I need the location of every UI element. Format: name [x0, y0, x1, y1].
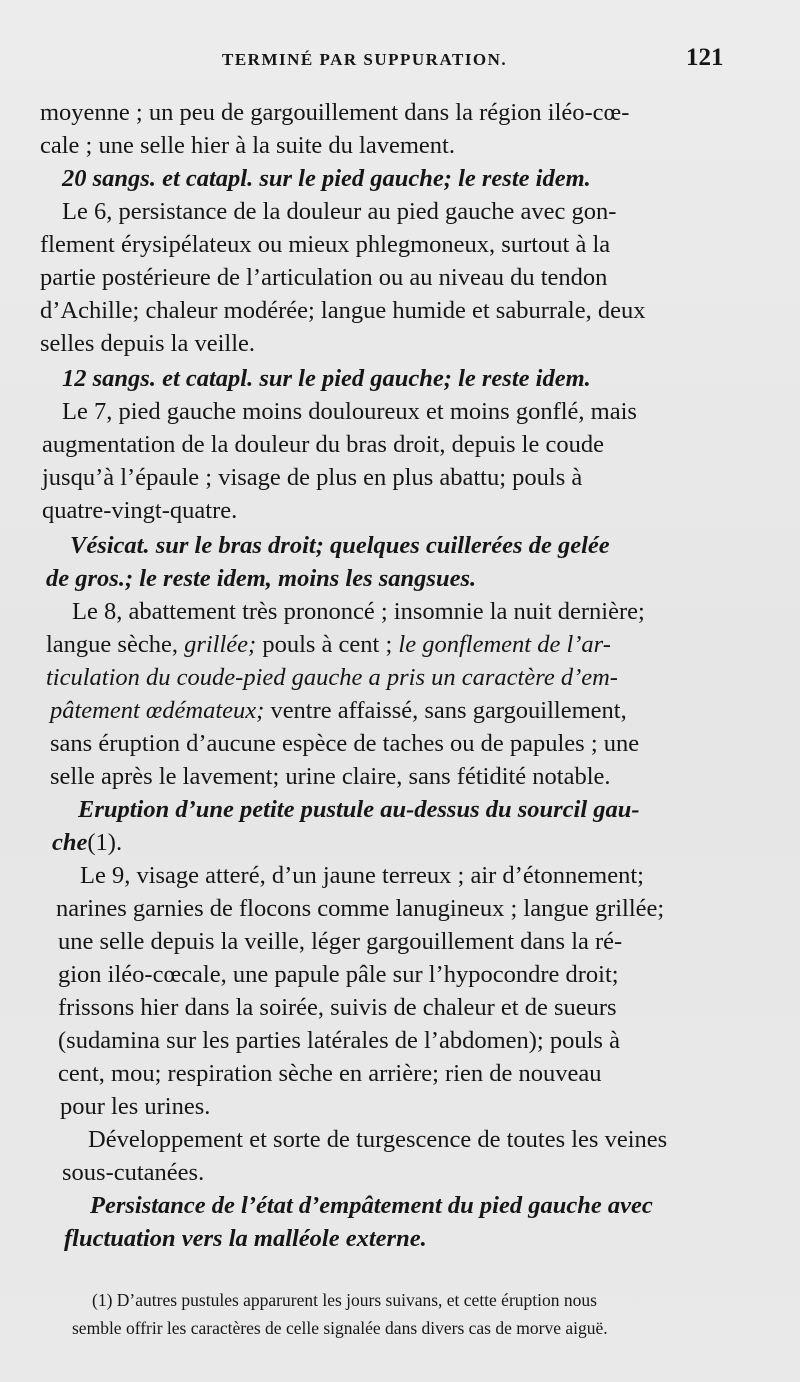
running-title: TERMINÉ PAR SUPPURATION.: [222, 50, 508, 69]
observation-line: Eruption d’une petite pustule au-dessus du sourcil gau-: [78, 796, 640, 823]
text-line: pour les urines.: [60, 1093, 211, 1120]
text-line: narines garnies de flocons comme lanugineux ; langue grillée;: [56, 895, 665, 922]
text-line: quatre-vingt-quatre.: [42, 497, 238, 524]
text-line: cent, mou; respiration sèche en arrière; rien de nouveau: [58, 1060, 602, 1087]
prescription-line: de gros.; le reste idem, moins les sangsues.: [46, 565, 477, 592]
text-line: cale ; une selle hier à la suite du lavement.: [40, 132, 455, 159]
prescription-line: 20 sangs. et catapl. sur le pied gauche; le reste idem.: [62, 165, 591, 192]
text-line: che(1).: [52, 829, 123, 856]
text-line: langue sèche, grillée; pouls à cent ; le gonflement de l’ar-: [46, 631, 611, 658]
footnote-line: semble offrir les caractères de celle signalée dans divers cas de morve aiguë.: [72, 1318, 608, 1338]
observation-line: Persistance de l’état d’empâtement du pied gauche avec: [90, 1192, 653, 1219]
prescription-line: Vésicat. sur le bras droit; quelques cuillerées de gelée: [70, 532, 610, 559]
text-line: d’Achille; chaleur modérée; langue humide et saburrale, deux: [40, 297, 646, 324]
text-line: jusqu’à l’épaule ; visage de plus en plus abattu; pouls à: [42, 464, 583, 491]
text-line: moyenne ; un peu de gargouillement dans la région iléo-cœ-: [40, 99, 630, 126]
text-line: sous-cutanées.: [62, 1159, 205, 1186]
text-line: flement érysipélateux ou mieux phlegmoneux, surtout à la: [40, 231, 611, 258]
text-line: Le 8, abattement très prononcé ; insomnie la nuit dernière;: [72, 598, 645, 625]
footnote-line: (1) D’autres pustules apparurent les jours suivans, et cette éruption nous: [92, 1290, 597, 1310]
text-line: sans éruption d’aucune espèce de taches ou de papules ; une: [50, 730, 640, 757]
text-line: une selle depuis la veille, léger gargouillement dans la ré-: [58, 928, 623, 955]
text-line: Le 7, pied gauche moins douloureux et moins gonflé, mais: [62, 398, 637, 425]
text-line: augmentation de la douleur du bras droit, depuis le coude: [42, 431, 604, 458]
text-line: (sudamina sur les parties latérales de l’abdomen); pouls à: [58, 1027, 620, 1054]
text-line: selle après le lavement; urine claire, sans fétidité notable.: [50, 763, 611, 790]
text-line: gion iléo-cœcale, une papule pâle sur l’hypocondre droit;: [58, 961, 619, 988]
page-header: [0, 42, 800, 82]
text-line: selles depuis la veille.: [40, 330, 255, 357]
text-line: Le 9, visage atteré, d’un jaune terreux ; air d’étonnement;: [80, 862, 644, 889]
observation-line: fluctuation vers la malléole externe.: [64, 1225, 427, 1252]
text-line: pâtement œdémateux; ventre affaissé, sans gargouillement,: [50, 697, 627, 724]
text-line: Le 6, persistance de la douleur au pied gauche avec gon-: [62, 198, 617, 225]
text-line: frissons hier dans la soirée, suivis de chaleur et de sueurs: [58, 994, 617, 1021]
text-line: Développement et sorte de turgescence de toutes les veines: [88, 1126, 668, 1153]
page-number: 121: [686, 44, 724, 71]
text-line: partie postérieure de l’articulation ou au niveau du tendon: [40, 264, 608, 291]
text-line: ticulation du coude-pied gauche a pris un caractère d’em-: [46, 664, 618, 691]
prescription-line: 12 sangs. et catapl. sur le pied gauche; le reste idem.: [62, 365, 591, 392]
